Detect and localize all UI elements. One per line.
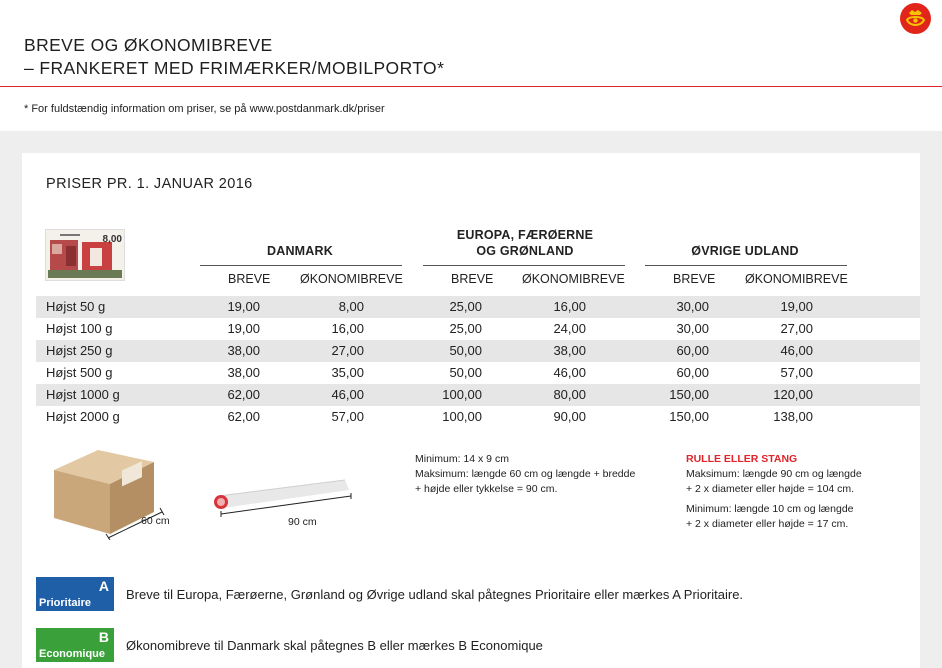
price-cell-ud-o: 27,00 [780, 321, 813, 336]
price-cell-eu-o: 80,00 [553, 387, 586, 402]
price-cell-ud-o: 57,00 [780, 365, 813, 380]
group-danmark-underline [200, 265, 402, 266]
price-cell-eu-o: 38,00 [553, 343, 586, 358]
group-udland-underline [645, 265, 847, 266]
economique-badge [36, 628, 114, 662]
group-europa-line1: EUROPA, FÆRØERNE [456, 228, 594, 242]
prioritaire-badge-letter: A [98, 578, 109, 594]
stamp-value: 8,00 [102, 234, 122, 245]
roll-spec-line3: Minimum: længde 10 cm og længde [686, 503, 854, 515]
price-cell-dk-o: 35,00 [331, 365, 364, 380]
price-cell-dk-b: 19,00 [227, 299, 260, 314]
roll-dimension-label: 90 cm [288, 516, 317, 528]
roll-spec [686, 452, 862, 532]
prioritaire-badge-word: Prioritaire [39, 597, 91, 609]
price-cell-ud-o: 120,00 [773, 387, 813, 402]
group-danmark: DANMARK [267, 244, 333, 258]
row-weight-label: Højst 1000 g [46, 387, 120, 402]
price-cell-dk-b: 62,00 [227, 387, 260, 402]
page-title-line2: – FRANKERET MED FRIMÆRKER/MOBILPORTO* [24, 58, 445, 78]
table-row [36, 340, 920, 362]
price-cell-ud-b: 150,00 [669, 409, 709, 424]
row-weight-label: Højst 250 g [46, 343, 113, 358]
table-row [36, 362, 920, 384]
table-row [36, 406, 920, 428]
box-dimension-label: 60 cm [141, 515, 170, 527]
price-cell-dk-o: 16,00 [331, 321, 364, 336]
box-spec-line3: + højde eller tykkelse = 90 cm. [415, 483, 558, 495]
price-cell-ud-b: 30,00 [676, 321, 709, 336]
table-row [36, 318, 920, 340]
sub-dk-breve: BREVE [228, 272, 271, 286]
roll-illustration [205, 470, 355, 520]
price-cell-dk-o: 27,00 [331, 343, 364, 358]
sub-eu-okonomi: ØKONOMIBREVE [522, 272, 625, 286]
roll-spec-title: RULLE ELLER STANG [686, 453, 798, 465]
price-cell-eu-b: 100,00 [442, 387, 482, 402]
header-divider [0, 86, 942, 87]
sub-dk-okonomi: ØKONOMIBREVE [300, 272, 403, 286]
price-cell-dk-o: 8,00 [338, 299, 364, 314]
row-weight-label: Højst 100 g [46, 321, 113, 336]
group-udland: ØVRIGE UDLAND [691, 244, 799, 258]
price-cell-eu-b: 50,00 [449, 365, 482, 380]
page-title-line1: BREVE OG ØKONOMIBREVE [24, 35, 273, 55]
economique-badge-word: Economique [39, 648, 106, 660]
prioritaire-text: Breve til Europa, Færøerne, Grønland og Øvrige udland skal påtegnes Prioritaire eller mærkes A Prioritaire. [126, 587, 744, 602]
box-spec-line2: Maksimum: længde 60 cm og længde + bredde [415, 468, 636, 480]
price-info-note: * For fuldstændig information om priser, se på www.postdanmark.dk/priser [24, 103, 385, 115]
row-weight-label: Højst 2000 g [46, 409, 120, 424]
table-row [36, 384, 920, 406]
row-weight-label: Højst 500 g [46, 365, 113, 380]
price-cell-ud-o: 19,00 [780, 299, 813, 314]
economique-text: Økonomibreve til Danmark skal påtegnes B eller mærkes B Economique [126, 638, 543, 653]
box-spec [415, 452, 635, 497]
prices-title: PRISER PR. 1. JANUAR 2016 [46, 176, 253, 192]
post-horn-logo-icon [900, 3, 931, 34]
price-cell-ud-b: 60,00 [676, 365, 709, 380]
roll-spec-line1: Maksimum: længde 90 cm og længde [686, 468, 862, 480]
price-cell-eu-o: 46,00 [553, 365, 586, 380]
group-europa-line2: OG GRØNLAND [476, 244, 574, 258]
sub-ud-breve: BREVE [673, 272, 716, 286]
price-cell-eu-o: 90,00 [553, 409, 586, 424]
table-row [36, 296, 920, 318]
roll-spec-line4: + 2 x diameter eller højde = 17 cm. [686, 518, 849, 530]
stamp-image [45, 229, 125, 281]
price-cell-ud-b: 30,00 [676, 299, 709, 314]
page-title [24, 34, 444, 80]
prioritaire-badge [36, 577, 114, 611]
price-cell-eu-b: 50,00 [449, 343, 482, 358]
price-cell-eu-o: 16,00 [553, 299, 586, 314]
price-cell-dk-b: 38,00 [227, 365, 260, 380]
economique-badge-letter: B [98, 629, 109, 645]
price-cell-eu-b: 25,00 [449, 321, 482, 336]
price-cell-eu-b: 100,00 [442, 409, 482, 424]
box-spec-line1: Minimum: 14 x 9 cm [415, 453, 509, 465]
price-cell-dk-o: 57,00 [331, 409, 364, 424]
price-cell-dk-b: 38,00 [227, 343, 260, 358]
price-cell-ud-o: 138,00 [773, 409, 813, 424]
price-cell-dk-b: 19,00 [227, 321, 260, 336]
price-cell-eu-o: 24,00 [553, 321, 586, 336]
price-cell-ud-b: 150,00 [669, 387, 709, 402]
sub-ud-okonomi: ØKONOMIBREVE [745, 272, 848, 286]
price-cell-dk-o: 46,00 [331, 387, 364, 402]
roll-spec-line2: + 2 x diameter eller højde = 104 cm. [686, 483, 855, 495]
price-cell-ud-o: 46,00 [780, 343, 813, 358]
sub-eu-breve: BREVE [451, 272, 494, 286]
group-europa-underline [423, 265, 625, 266]
group-europa [430, 227, 620, 259]
price-cell-ud-b: 60,00 [676, 343, 709, 358]
row-weight-label: Højst 50 g [46, 299, 106, 314]
price-cell-eu-b: 25,00 [449, 299, 482, 314]
price-cell-dk-b: 62,00 [227, 409, 260, 424]
